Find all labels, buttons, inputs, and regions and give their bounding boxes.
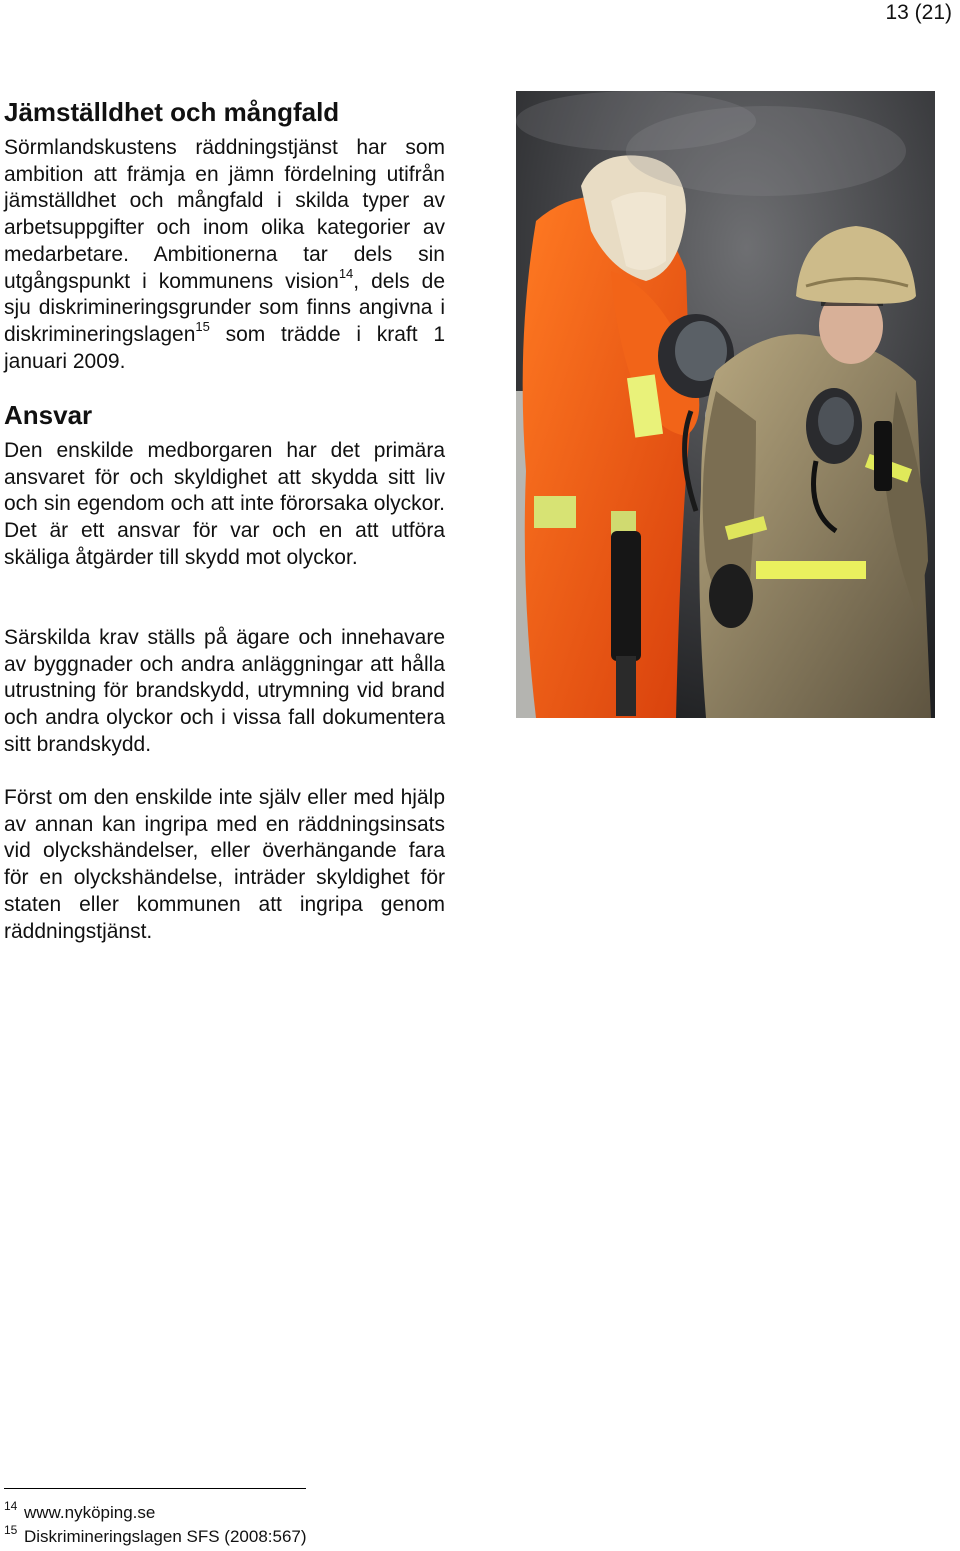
footnote-text: Diskrimineringslagen SFS (2008:567) xyxy=(24,1527,307,1546)
paragraph-text: som trädde i kraft 1 januari 2009. xyxy=(4,322,445,373)
paragraph: Den enskilde medborgaren har det primära ansvaret för och skyldighet att skydda sitt liv och sin egendom och att inte förorsaka olyckor. Det är ett ansvar för var och en att utföra skäliga åtgärder till skydd mot olyckor. xyxy=(4,439,445,569)
firefighters-photo xyxy=(516,91,935,718)
footnote-link[interactable]: www.nyköping.se xyxy=(24,1503,156,1522)
paragraph: Först om den enskilde inte själv eller med hjälp av annan kan ingripa med en räddningsinsats vid olyckshändelser, eller överhängande fara för en olyckshändelse, inträder skyldighet för staten eller kommunen att ingripa genom räddningstjänst. xyxy=(4,786,445,943)
paragraph-text: Sörmlandskustens räddningstjänst har som ambition att främja en jämn fördelning utifrån jämställdhet och mångfald i skilda typer av arbetsuppgifter och inom olika kategorier av medarbetare. Ambitionerna tar dels sin utgångspunkt i kommunens vision xyxy=(4,136,445,293)
page-number: 13 (21) xyxy=(885,1,952,24)
footnote-mark: 15 xyxy=(4,1523,18,1537)
section-body-jamstalldhet xyxy=(4,135,445,375)
footnote-15 xyxy=(4,1523,307,1547)
paragraph-text: , dels de sju diskrimineringsgrunder som finns angivna i diskrimineringslagen xyxy=(4,269,446,346)
section-body-ansvar-p1 xyxy=(4,438,445,572)
paragraph: Särskilda krav ställs på ägare och innehavare av byggnader och andra anläggningar att hålla utrustning för brandskydd, utrymning vid brand och andra olyckor och i vissa fall dokumentera sitt brandskydd. xyxy=(4,626,445,756)
paragraph xyxy=(4,135,445,375)
footnote-ref-15: 15 xyxy=(195,318,210,334)
section-body-ansvar-p3 xyxy=(4,785,445,945)
footnote-separator xyxy=(4,1488,306,1489)
footnote-mark: 14 xyxy=(4,1499,18,1513)
section-heading-ansvar: Ansvar xyxy=(4,400,93,430)
section-heading-jamstalldhet: Jämställdhet och mångfald xyxy=(4,97,340,127)
section-body-ansvar-p2 xyxy=(4,625,445,759)
footnote-14 xyxy=(4,1499,156,1523)
footnote-ref-14: 14 xyxy=(338,265,354,281)
